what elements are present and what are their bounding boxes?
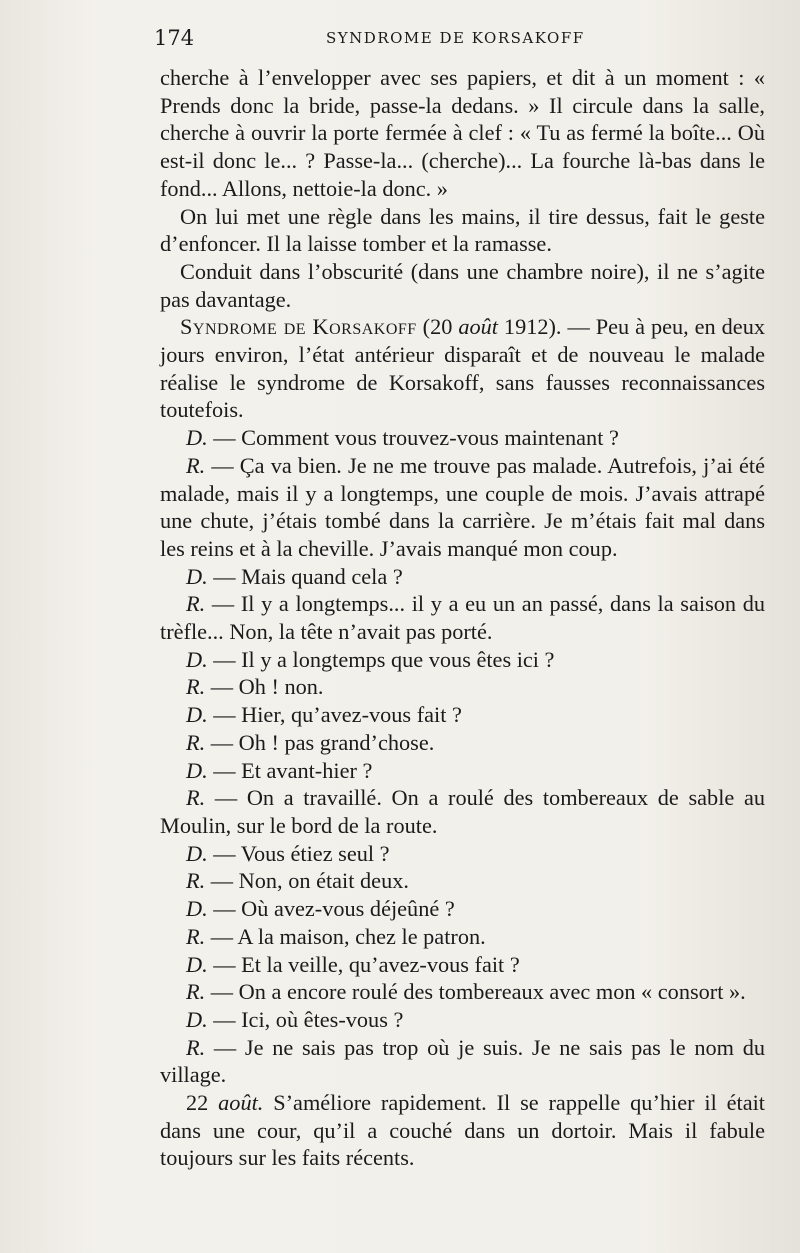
text-run: R. bbox=[186, 979, 206, 1005]
text-run: — Il y a longtemps... il y a eu un an passé, dans la saison du trèfle... Non, la tête n’avait pas porté. bbox=[160, 591, 765, 645]
text-run: — On a travaillé. On a roulé des tombereaux de sable au Moulin, sur le bord de la route. bbox=[160, 785, 765, 838]
text-run: — Oh ! pas grand’chose. bbox=[205, 729, 435, 755]
text-run: D. bbox=[186, 896, 208, 922]
paragraph bbox=[160, 258, 765, 313]
text-run: août bbox=[458, 314, 498, 340]
text-run: cherche à l’envelopper avec ses papiers, et dit à un moment : « Prends donc la bride, passe-la dedans. » Il circule dans la salle, cherche à ouvrir la porte fermée à clef : « Tu as fermé la boîte... Où est-il donc le... ? Passe-la... (cherche)... La fourche là-bas dans le fond... Allons, nettoie-la donc. » bbox=[160, 65, 765, 201]
text-run: — Et la veille, qu’avez-vous fait ? bbox=[207, 951, 520, 977]
text-run: D. bbox=[186, 702, 208, 728]
text-run: D. bbox=[186, 646, 208, 672]
text-run: D. bbox=[186, 951, 208, 977]
paragraph bbox=[160, 203, 765, 258]
paragraph bbox=[160, 424, 765, 452]
text-run: D. bbox=[186, 757, 208, 783]
text-run: R. bbox=[186, 1034, 206, 1060]
text-run: R. bbox=[186, 785, 206, 811]
paragraph bbox=[160, 951, 765, 979]
text-run: — Comment vous trouvez-vous maintenant ? bbox=[207, 425, 619, 451]
text-run: R. bbox=[186, 868, 206, 894]
text-run: 1912). — Peu à peu, en deux jours environ, l’état antérieur disparaît et de nouveau le malade réalise le syndrome de Korsakoff, sans fausses reconnaissances toutefois. bbox=[160, 314, 765, 423]
text-run: — Hier, qu’avez-vous fait ? bbox=[207, 702, 462, 728]
text-run: D. bbox=[186, 840, 208, 866]
text-run: D. bbox=[186, 1006, 208, 1032]
paragraph bbox=[160, 923, 765, 951]
paragraph bbox=[160, 1006, 765, 1034]
text-run: (20 bbox=[416, 314, 459, 340]
text-run: R. bbox=[186, 729, 206, 755]
paragraph bbox=[160, 563, 765, 591]
text-run: — Ici, où êtes-vous ? bbox=[207, 1006, 404, 1032]
text-run: — Mais quand cela ? bbox=[207, 563, 403, 589]
paragraph bbox=[160, 784, 765, 839]
text-run: — Ça va bien. Je ne me trouve pas malade. Autrefois, j’ai été malade, mais il y a longtemps, une couple de mois. J’avais attrapé une chute, j’étais tombé dans la carrière. Je m’étais fait mal dans les reins et à la cheville. J’avais manqué mon coup. bbox=[160, 452, 765, 561]
paragraph bbox=[160, 1034, 765, 1089]
paragraph bbox=[160, 701, 765, 729]
paragraph bbox=[160, 840, 765, 868]
text-run: — Non, on était deux. bbox=[205, 868, 409, 894]
paragraph bbox=[160, 757, 765, 785]
text-run: Conduit dans l’obscurité (dans une chambre noire), il ne s’agite pas davantage. bbox=[160, 258, 765, 312]
text-run: — Et avant-hier ? bbox=[207, 757, 373, 783]
paragraph bbox=[160, 64, 765, 203]
text-run: Syndrome de Korsakoff bbox=[180, 314, 417, 340]
text-run: D. bbox=[186, 425, 208, 451]
text-run: — Il y a longtemps que vous êtes ici ? bbox=[207, 646, 555, 672]
paragraph bbox=[160, 895, 765, 923]
text-run: août. bbox=[218, 1090, 264, 1116]
text-run: R. bbox=[186, 923, 206, 949]
running-title: SYNDROME DE KORSAKOFF bbox=[326, 29, 585, 47]
text-run: 22 bbox=[186, 1090, 219, 1116]
paragraph bbox=[160, 1089, 765, 1172]
text-run: — Vous étiez seul ? bbox=[207, 840, 390, 866]
paragraph bbox=[160, 867, 765, 895]
page-number: 174 bbox=[154, 26, 195, 50]
paragraph bbox=[160, 673, 765, 701]
text-run: D. bbox=[186, 563, 208, 589]
text-run: S’améliore rapidement. Il se rappelle qu’hier il était dans une cour, qu’il a couché dans un dortoir. Mais il fabule toujours sur les faits récents. bbox=[160, 1090, 765, 1171]
paragraph bbox=[160, 646, 765, 674]
text-run: — Oh ! non. bbox=[205, 674, 324, 700]
paragraph bbox=[160, 452, 765, 563]
text-run: R. bbox=[186, 591, 206, 617]
paragraph bbox=[160, 978, 765, 1006]
text-run: R. bbox=[186, 452, 206, 478]
body-text bbox=[160, 64, 765, 1172]
paragraph bbox=[160, 729, 765, 757]
text-run: — Je ne sais pas trop où je suis. Je ne sais pas le nom du village. bbox=[160, 1034, 765, 1088]
text-run: — Où avez-vous déjeûné ? bbox=[207, 896, 455, 922]
text-run: — A la maison, chez le patron. bbox=[205, 923, 486, 949]
text-run: R. bbox=[186, 674, 206, 700]
text-run: On lui met une règle dans les mains, il tire dessus, fait le geste d’enfoncer. Il la laisse tomber et la ramasse. bbox=[160, 203, 765, 257]
paragraph bbox=[160, 313, 765, 424]
paragraph bbox=[160, 590, 765, 645]
text-run: — On a encore roulé des tombereaux avec mon « consort ». bbox=[205, 979, 746, 1005]
